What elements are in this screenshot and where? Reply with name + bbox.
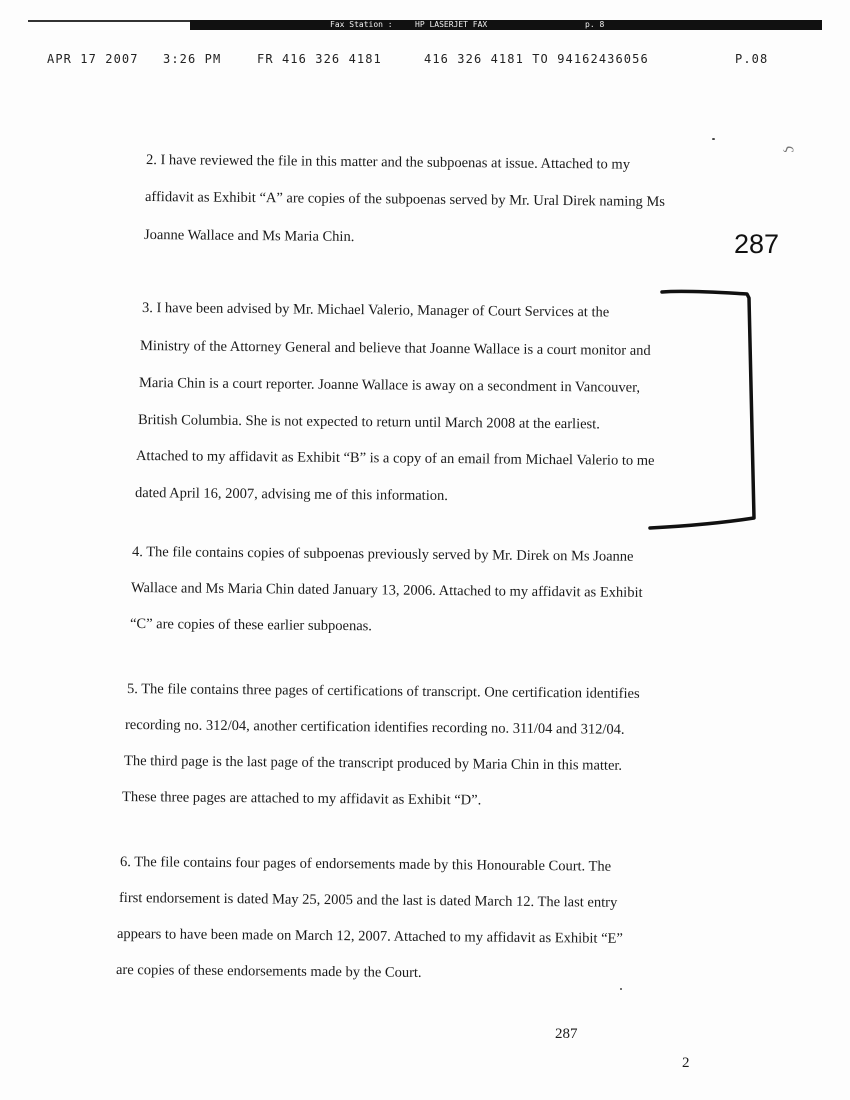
text-line: These three pages are attached to my affidavit as Exhibit “D”. [121, 789, 482, 809]
fax-banner-device: HP LASERJET FAX [415, 20, 488, 29]
text-line: Attached to my affidavit as Exhibit “B” is a copy of an email from Michael Valerio to me [135, 448, 655, 469]
text-line: 6. The file contains four pages of endorsements made by this Honourable Court. The [119, 854, 612, 875]
fax-time: 3:26 PM [163, 52, 222, 66]
text-line: first endorsement is dated May 25, 2005 and the last is dated March 12. The last entry [118, 890, 618, 911]
fax-banner-station: Fax Station : [330, 20, 393, 29]
text-line: Wallace and Ms Maria Chin dated January 13, 2006. Attached to my affidavit as Exhibit [130, 580, 643, 601]
bates-number-stamp: 287 [734, 229, 780, 259]
scan-speck [712, 138, 715, 140]
text-line: recording no. 312/04, another certification identifies recording no. 311/04 and 312/04. [124, 717, 625, 738]
fax-transmission-banner [190, 20, 822, 30]
footer-bates-number: 287 [555, 1026, 578, 1042]
margin-mark: ς [782, 145, 800, 153]
text-line: 3. I have been advised by Mr. Michael Valerio, Manager of Court Services at the [141, 300, 610, 321]
scan-speck [620, 988, 622, 990]
text-line: Maria Chin is a court reporter. Joanne Wallace is away on a secondment in Vancouver, [138, 375, 641, 396]
text-line: 4. The file contains copies of subpoenas previously served by Mr. Direk on Ms Joanne [131, 544, 634, 565]
text-line: affidavit as Exhibit “A” are copies of the subpoenas served by Mr. Ural Direk naming Ms [144, 189, 666, 210]
text-line: appears to have been made on March 12, 2007. Attached to my affidavit as Exhibit “E” [116, 926, 623, 947]
text-line: “C” are copies of these earlier subpoenas. [129, 616, 373, 635]
margin-bracket [648, 286, 768, 531]
fax-from: FR 416 326 4181 [257, 52, 382, 66]
text-line: The third page is the last page of the transcript produced by Maria Chin in this matter. [123, 753, 623, 774]
footer-page-number: 2 [682, 1055, 690, 1071]
text-line: dated April 16, 2007, advising me of this information. [134, 485, 448, 505]
fax-to: 416 326 4181 TO 94162436056 [424, 52, 649, 66]
fax-topbar-edge [28, 20, 190, 22]
text-line: are copies of these endorsements made by the Court. [115, 962, 422, 981]
text-line: British Columbia. She is not expected to return until March 2008 at the earliest. [137, 412, 600, 433]
text-line: 2. I have reviewed the file in this matter and the subpoenas at issue. Attached to my [145, 152, 631, 173]
text-line: Ministry of the Attorney General and believe that Joanne Wallace is a court monitor and [139, 338, 651, 359]
text-line: Joanne Wallace and Ms Maria Chin. [143, 227, 355, 246]
fax-page: P.08 [735, 52, 769, 66]
text-line: 5. The file contains three pages of certifications of transcript. One certification identifies [126, 681, 640, 702]
fax-date: APR 17 2007 [47, 52, 139, 66]
fax-banner-page: p. 8 [585, 20, 605, 29]
